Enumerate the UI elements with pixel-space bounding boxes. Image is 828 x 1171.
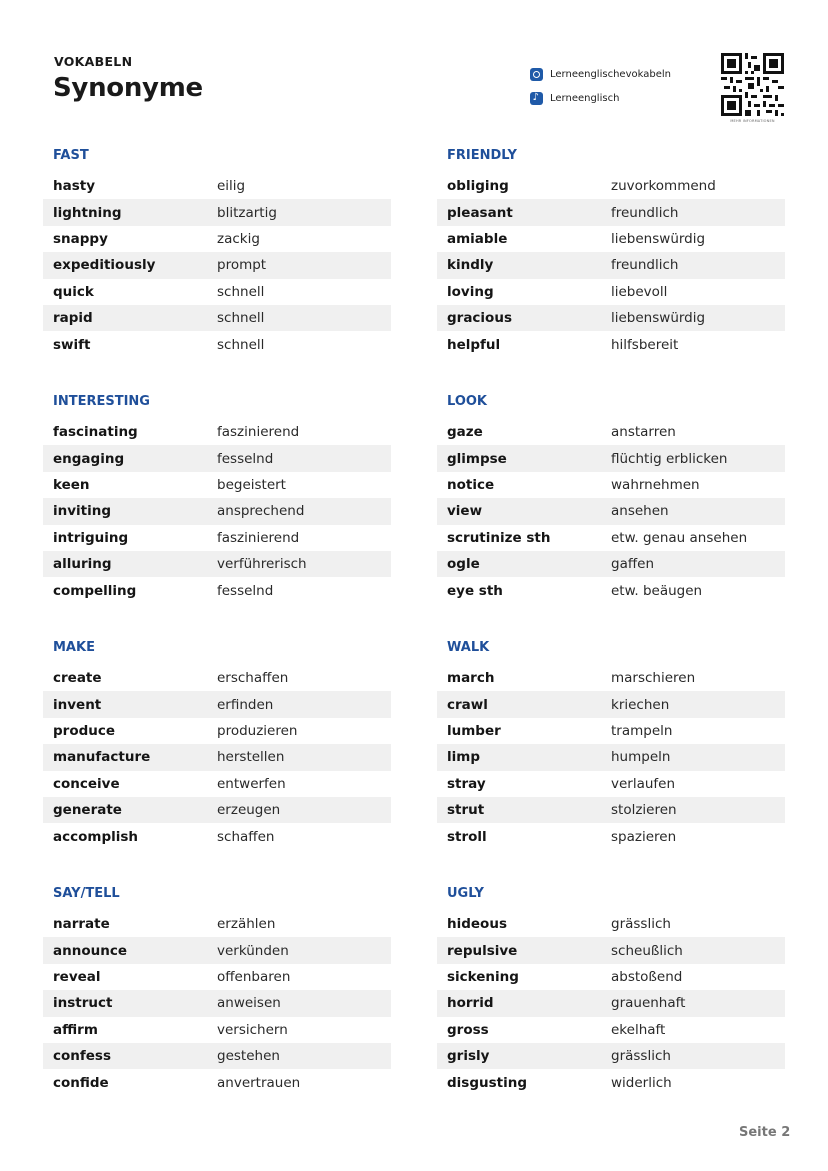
german-word: erzählen bbox=[217, 916, 276, 933]
german-word: gestehen bbox=[217, 1048, 280, 1065]
german-word: hilfsbereit bbox=[611, 336, 679, 353]
english-word: quick bbox=[53, 283, 94, 300]
english-word: sickening bbox=[447, 968, 519, 985]
german-word: anstarren bbox=[611, 424, 676, 441]
german-word: schnell bbox=[217, 283, 265, 300]
english-word: snappy bbox=[53, 230, 108, 247]
word-row bbox=[43, 937, 391, 963]
section-heading: FAST bbox=[53, 148, 89, 163]
german-word: blitzartig bbox=[217, 204, 277, 221]
section-heading: WALK bbox=[447, 640, 490, 655]
german-word: anvertrauen bbox=[217, 1074, 301, 1091]
word-row bbox=[437, 173, 785, 199]
word-list bbox=[437, 419, 785, 604]
german-word: etw. genau ansehen bbox=[611, 529, 748, 546]
english-word: notice bbox=[447, 476, 495, 493]
word-row bbox=[437, 445, 785, 471]
word-row bbox=[437, 665, 785, 691]
german-word: liebenswürdig bbox=[611, 230, 706, 247]
word-row bbox=[43, 305, 391, 331]
english-word: reveal bbox=[53, 968, 101, 985]
english-word: lightning bbox=[53, 204, 122, 221]
word-row bbox=[43, 279, 391, 305]
word-row bbox=[43, 331, 391, 357]
german-word: trampeln bbox=[611, 722, 673, 739]
german-word: grässlich bbox=[611, 1048, 671, 1065]
english-word: crawl bbox=[447, 696, 488, 713]
german-word: kriechen bbox=[611, 696, 670, 713]
english-word: scrutinize sth bbox=[447, 529, 551, 546]
section-heading: UGLY bbox=[447, 886, 484, 901]
word-row bbox=[43, 964, 391, 990]
german-word: spazieren bbox=[611, 828, 677, 845]
german-word: faszinierend bbox=[217, 424, 300, 441]
word-row bbox=[43, 1069, 391, 1095]
english-word: gracious bbox=[447, 310, 512, 327]
german-word: stolzieren bbox=[611, 802, 677, 819]
english-word: rapid bbox=[53, 310, 93, 327]
word-row bbox=[43, 226, 391, 252]
english-word: lumber bbox=[447, 722, 501, 739]
section-make bbox=[43, 639, 391, 850]
qr-code-icon[interactable] bbox=[721, 53, 784, 116]
german-word: freundlich bbox=[611, 204, 679, 221]
english-word: alluring bbox=[53, 556, 112, 573]
english-word: hideous bbox=[447, 916, 507, 933]
german-word: ekelhaft bbox=[611, 1021, 666, 1038]
german-word: grässlich bbox=[611, 916, 671, 933]
english-word: intriguing bbox=[53, 529, 129, 546]
english-word: conceive bbox=[53, 775, 120, 792]
word-list bbox=[43, 665, 391, 850]
word-row bbox=[437, 226, 785, 252]
german-word: prompt bbox=[217, 257, 267, 274]
german-word: humpeln bbox=[611, 749, 671, 766]
tiktok-icon bbox=[530, 92, 543, 105]
german-word: faszinierend bbox=[217, 529, 300, 546]
word-row bbox=[437, 279, 785, 305]
word-row bbox=[437, 199, 785, 225]
german-word: schnell bbox=[217, 336, 265, 353]
section-heading: SAY/TELL bbox=[53, 886, 120, 901]
english-word: ogle bbox=[447, 556, 480, 573]
word-row bbox=[43, 551, 391, 577]
german-word: schnell bbox=[217, 310, 265, 327]
section-heading: FRIENDLY bbox=[447, 148, 517, 163]
english-word: gross bbox=[447, 1021, 489, 1038]
section-walk bbox=[437, 639, 785, 850]
german-word: widerlich bbox=[611, 1074, 672, 1091]
english-word: pleasant bbox=[447, 204, 513, 221]
instagram-icon bbox=[530, 68, 543, 81]
word-row bbox=[437, 990, 785, 1016]
english-word: narrate bbox=[53, 916, 110, 933]
german-word: eilig bbox=[217, 178, 246, 195]
english-word: stray bbox=[447, 775, 486, 792]
german-word: offenbaren bbox=[217, 968, 291, 985]
english-word: stroll bbox=[447, 828, 487, 845]
english-word: limp bbox=[447, 749, 480, 766]
word-row bbox=[437, 744, 785, 770]
word-row bbox=[437, 937, 785, 963]
page-title: Synonyme bbox=[53, 73, 203, 103]
word-row bbox=[43, 797, 391, 823]
word-row bbox=[43, 1043, 391, 1069]
english-word: disgusting bbox=[447, 1074, 527, 1091]
english-word: announce bbox=[53, 942, 127, 959]
english-word: amiable bbox=[447, 230, 508, 247]
word-row bbox=[43, 665, 391, 691]
german-word: anweisen bbox=[217, 995, 281, 1012]
word-row bbox=[43, 419, 391, 445]
section-interesting bbox=[43, 393, 391, 604]
word-row bbox=[437, 252, 785, 278]
german-word: etw. beäugen bbox=[611, 582, 703, 599]
german-word: verkünden bbox=[217, 942, 289, 959]
english-word: repulsive bbox=[447, 942, 518, 959]
section-heading: INTERESTING bbox=[53, 394, 150, 409]
english-word: create bbox=[53, 670, 102, 687]
word-list bbox=[43, 173, 391, 358]
german-word: grauenhaft bbox=[611, 995, 686, 1012]
word-list bbox=[437, 173, 785, 358]
instagram-handle: Lerneenglischevokabeln bbox=[550, 69, 671, 80]
english-word: generate bbox=[53, 802, 122, 819]
word-row bbox=[437, 691, 785, 717]
english-word: inviting bbox=[53, 503, 112, 520]
english-word: hasty bbox=[53, 178, 96, 195]
german-word: abstoßend bbox=[611, 968, 683, 985]
word-row bbox=[43, 472, 391, 498]
german-word: erschaffen bbox=[217, 670, 289, 687]
german-word: marschieren bbox=[611, 670, 696, 687]
german-word: herstellen bbox=[217, 749, 285, 766]
english-word: view bbox=[447, 503, 483, 520]
english-word: manufacture bbox=[53, 749, 151, 766]
german-word: erfinden bbox=[217, 696, 274, 713]
word-row bbox=[437, 1017, 785, 1043]
german-word: fesselnd bbox=[217, 450, 274, 467]
english-word: swift bbox=[53, 336, 91, 353]
word-row bbox=[437, 577, 785, 603]
word-row bbox=[43, 199, 391, 225]
english-word: strut bbox=[447, 802, 485, 819]
word-row bbox=[43, 718, 391, 744]
english-word: fascinating bbox=[53, 424, 138, 441]
word-row bbox=[43, 577, 391, 603]
word-row bbox=[43, 823, 391, 849]
english-word: grisly bbox=[447, 1048, 490, 1065]
english-word: engaging bbox=[53, 450, 125, 467]
english-word: keen bbox=[53, 476, 90, 493]
section-friendly bbox=[437, 147, 785, 358]
german-word: verführerisch bbox=[217, 556, 307, 573]
section-heading: LOOK bbox=[447, 394, 487, 409]
word-row bbox=[43, 691, 391, 717]
word-row bbox=[437, 305, 785, 331]
page-number: Seite 2 bbox=[739, 1125, 791, 1140]
english-word: accomplish bbox=[53, 828, 139, 845]
german-word: freundlich bbox=[611, 257, 679, 274]
word-row bbox=[437, 964, 785, 990]
english-word: confide bbox=[53, 1074, 109, 1091]
social-tiktok[interactable] bbox=[530, 92, 619, 105]
page-kicker: VOKABELN bbox=[54, 54, 133, 69]
german-word: wahrnehmen bbox=[611, 476, 700, 493]
word-list bbox=[437, 911, 785, 1096]
qr-caption: MEHR INFORMATIONEN bbox=[730, 119, 775, 123]
word-row bbox=[437, 498, 785, 524]
english-word: affirm bbox=[53, 1021, 98, 1038]
english-word: expeditiously bbox=[53, 257, 156, 274]
german-word: gaffen bbox=[611, 556, 655, 573]
english-word: produce bbox=[53, 722, 116, 739]
german-word: zuvorkommend bbox=[611, 178, 716, 195]
english-word: confess bbox=[53, 1048, 111, 1065]
german-word: scheußlich bbox=[611, 942, 683, 959]
german-word: erzeugen bbox=[217, 802, 281, 819]
word-row bbox=[437, 551, 785, 577]
word-list bbox=[43, 419, 391, 604]
english-word: compelling bbox=[53, 582, 137, 599]
word-row bbox=[437, 771, 785, 797]
english-word: helpful bbox=[447, 336, 501, 353]
word-row bbox=[437, 797, 785, 823]
english-word: instruct bbox=[53, 995, 113, 1012]
german-word: liebevoll bbox=[611, 283, 668, 300]
word-row bbox=[43, 525, 391, 551]
word-row bbox=[437, 331, 785, 357]
word-row bbox=[437, 525, 785, 551]
tiktok-handle: Lerneenglisch bbox=[550, 93, 620, 104]
section-look bbox=[437, 393, 785, 604]
word-row bbox=[43, 498, 391, 524]
english-word: horrid bbox=[447, 995, 494, 1012]
english-word: glimpse bbox=[447, 450, 507, 467]
word-row bbox=[43, 744, 391, 770]
german-word: liebenswürdig bbox=[611, 310, 706, 327]
english-word: eye sth bbox=[447, 582, 503, 599]
social-instagram[interactable] bbox=[530, 68, 671, 81]
german-word: zackig bbox=[217, 230, 260, 247]
word-row bbox=[43, 911, 391, 937]
english-word: kindly bbox=[447, 257, 494, 274]
german-word: flüchtig erblicken bbox=[611, 450, 728, 467]
german-word: begeistert bbox=[217, 476, 286, 493]
word-row bbox=[43, 771, 391, 797]
word-list bbox=[43, 911, 391, 1096]
section-ugly bbox=[437, 885, 785, 1096]
word-row bbox=[437, 1069, 785, 1095]
word-row bbox=[43, 1017, 391, 1043]
german-word: ansprechend bbox=[217, 503, 305, 520]
english-word: march bbox=[447, 670, 495, 687]
english-word: invent bbox=[53, 696, 102, 713]
section-fast bbox=[43, 147, 391, 358]
word-row bbox=[437, 1043, 785, 1069]
word-row bbox=[437, 472, 785, 498]
word-row bbox=[437, 419, 785, 445]
english-word: loving bbox=[447, 283, 494, 300]
german-word: entwerfen bbox=[217, 775, 286, 792]
german-word: versichern bbox=[217, 1021, 288, 1038]
english-word: gaze bbox=[447, 424, 483, 441]
word-row bbox=[43, 445, 391, 471]
word-row bbox=[43, 252, 391, 278]
word-row bbox=[437, 911, 785, 937]
word-row bbox=[437, 823, 785, 849]
word-list bbox=[437, 665, 785, 850]
english-word: obliging bbox=[447, 178, 509, 195]
word-row bbox=[43, 990, 391, 1016]
german-word: verlaufen bbox=[611, 775, 676, 792]
german-word: schaffen bbox=[217, 828, 275, 845]
word-row bbox=[437, 718, 785, 744]
section-heading: MAKE bbox=[53, 640, 95, 655]
section-say-tell bbox=[43, 885, 391, 1096]
german-word: produzieren bbox=[217, 722, 298, 739]
german-word: ansehen bbox=[611, 503, 669, 520]
word-row bbox=[43, 173, 391, 199]
german-word: fesselnd bbox=[217, 582, 274, 599]
